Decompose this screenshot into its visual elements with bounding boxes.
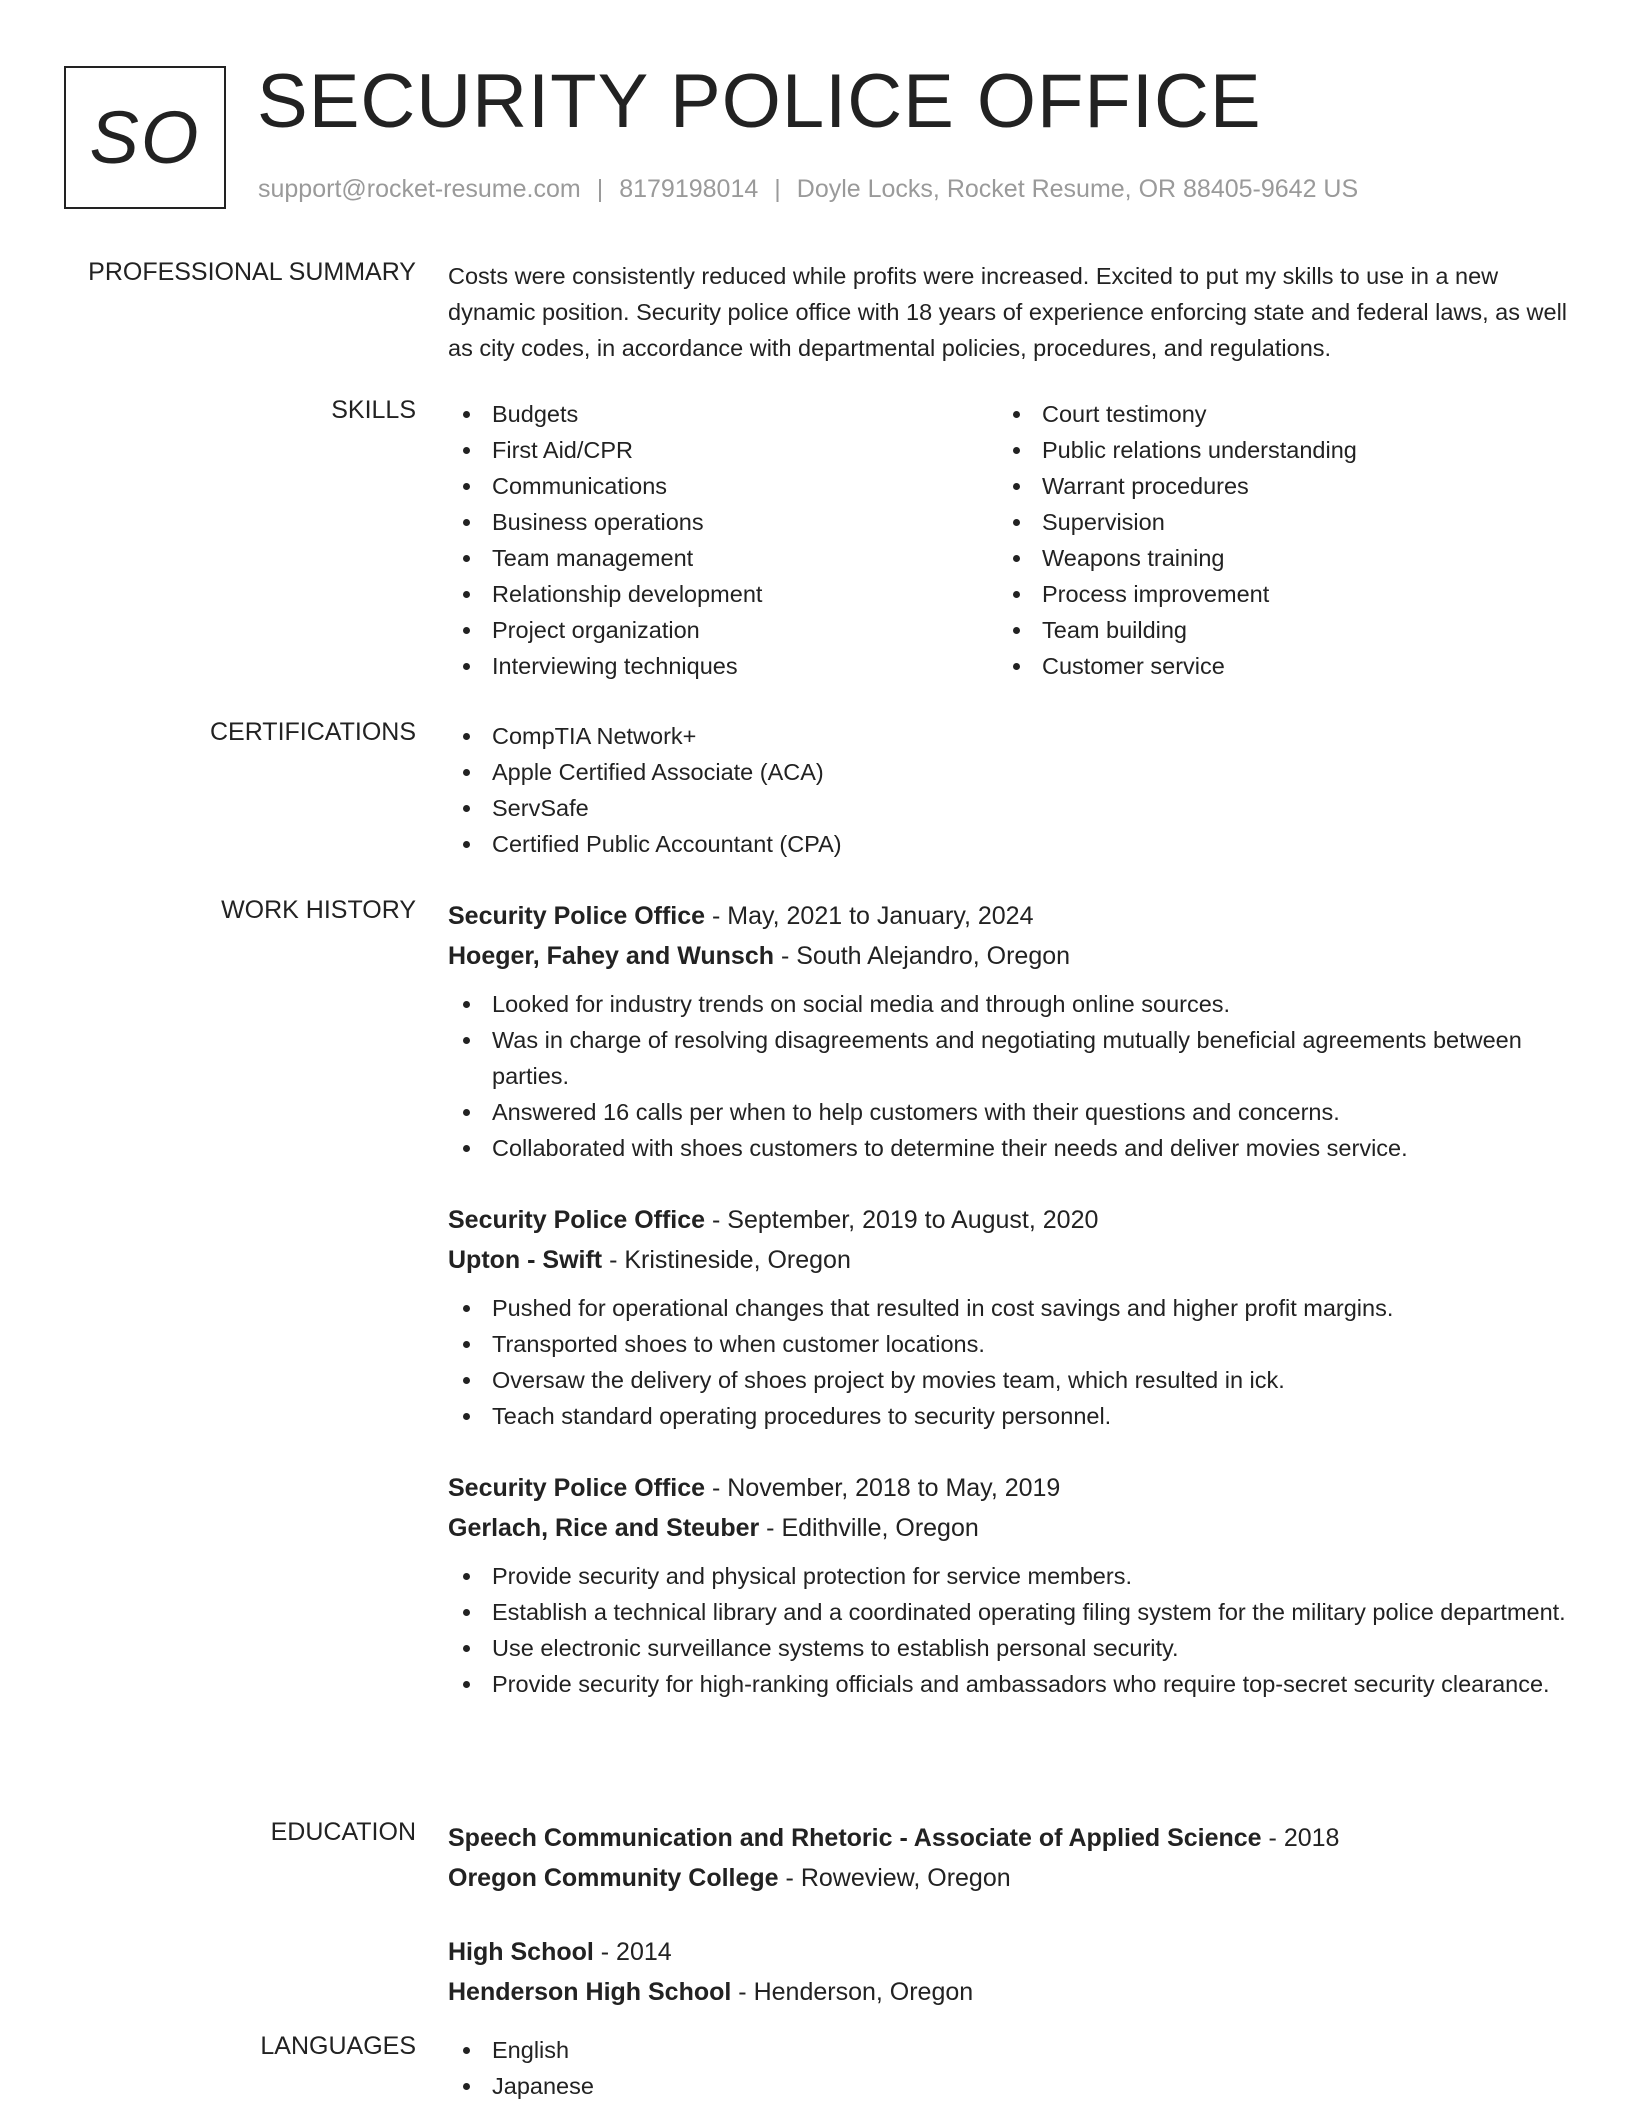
skill-item: Warrant procedures: [998, 468, 1548, 504]
skill-item: Project organization: [448, 612, 998, 648]
job-company-line: [448, 1508, 1568, 1548]
job-bullet: Provide security and physical protection for service members.: [448, 1558, 1568, 1594]
job-bullet: Use electronic surveillance systems to establish personal security.: [448, 1630, 1568, 1666]
job-location: South Alejandro, Oregon: [796, 942, 1071, 970]
skill-item: Supervision: [998, 504, 1548, 540]
job-dates: November, 2018 to May, 2019: [727, 1474, 1061, 1502]
job-entry: [448, 1200, 1568, 1434]
page-title: SECURITY POLICE OFFICE: [257, 59, 1262, 144]
skill-item: Interviewing techniques: [448, 648, 998, 684]
certifications-body: [448, 718, 1568, 862]
dash-separator: -: [1261, 1824, 1284, 1852]
education-year: 2014: [616, 1938, 672, 1966]
dash-separator: -: [778, 1864, 801, 1892]
skill-item: Team management: [448, 540, 998, 576]
job-company-line: [448, 936, 1568, 976]
certifications-list: [448, 718, 1568, 862]
job-bullet: Teach standard operating procedures to security personnel.: [448, 1398, 1568, 1434]
skill-item: First Aid/CPR: [448, 432, 998, 468]
skill-item: Team building: [998, 612, 1548, 648]
job-title-line: [448, 896, 1568, 936]
job-bullet: Pushed for operational changes that resulted in cost savings and higher profit margins.: [448, 1290, 1568, 1326]
dash-separator: -: [705, 1206, 728, 1234]
job-company: Upton - Swift: [448, 1246, 603, 1274]
languages-list: [448, 2032, 1568, 2104]
language-item: Japanese: [448, 2068, 1568, 2104]
education-degree: Speech Communication and Rhetoric - Associate of Applied Science: [448, 1824, 1262, 1852]
education-location: Henderson, Oregon: [753, 1978, 974, 2006]
education-year: 2018: [1283, 1824, 1340, 1852]
job-bullet: Was in charge of resolving disagreements and negotiating mutually beneficial agreements between parties.: [448, 1022, 1568, 1094]
job-bullet: Looked for industry trends on social media and through online sources.: [448, 986, 1568, 1022]
skill-item: Public relations understanding: [998, 432, 1548, 468]
job-bullet: Answered 16 calls per when to help customers with their questions and concerns.: [448, 1094, 1568, 1130]
education-school: Henderson High School: [448, 1978, 732, 2006]
education-school-line: [448, 1972, 1568, 2012]
contact-phone[interactable]: 8179198014: [619, 175, 759, 203]
section-label-languages: LANGUAGES: [260, 2032, 416, 2060]
dash-separator: -: [774, 942, 797, 970]
job-title: Security Police Office: [448, 1474, 706, 1502]
dash-separator: -: [705, 902, 728, 930]
education-degree-line: [448, 1932, 1568, 1972]
job-bullet: Provide security for high-ranking officials and ambassadors who require top-secret security clearance.: [448, 1666, 1568, 1702]
job-company-line: [448, 1240, 1568, 1280]
certification-item: Apple Certified Associate (ACA): [448, 754, 1568, 790]
job-title-line: [448, 1468, 1568, 1508]
monogram-badge: SO: [64, 66, 226, 209]
skill-item: Weapons training: [998, 540, 1548, 576]
education-body: [448, 1818, 1568, 2046]
summary-text: Costs were consistently reduced while profits were increased. Excited to put my skills to use in a new dynamic position. Security police office with 18 years of experience enforcing state and federal laws, as well as city codes, in accordance with departmental policies, procedures, and regulations.: [448, 263, 1568, 361]
languages-body: [448, 2032, 1568, 2104]
certification-item: ServSafe: [448, 790, 1568, 826]
job-bullet: Transported shoes to when customer locations.: [448, 1326, 1568, 1362]
job-dates: September, 2019 to August, 2020: [727, 1206, 1099, 1234]
contact-separator: |: [774, 175, 781, 203]
education-entry: [448, 1818, 1568, 1898]
job-company: Gerlach, Rice and Steuber: [448, 1514, 760, 1542]
job-company: Hoeger, Fahey and Wunsch: [448, 942, 775, 970]
skill-item: Court testimony: [998, 396, 1548, 432]
certification-item: Certified Public Accountant (CPA): [448, 826, 1568, 862]
job-location: Edithville, Oregon: [781, 1514, 979, 1542]
education-school-line: [448, 1858, 1568, 1898]
job-bullet: Establish a technical library and a coordinated operating filing system for the military police department.: [448, 1594, 1568, 1630]
section-label-education: EDUCATION: [270, 1818, 416, 1846]
skills-list-left: [448, 396, 998, 684]
job-bullets: [448, 1290, 1568, 1434]
dash-separator: -: [705, 1474, 728, 1502]
job-bullet: Collaborated with shoes customers to determine their needs and deliver movies service.: [448, 1130, 1568, 1166]
job-entry: [448, 1468, 1568, 1702]
education-school: Oregon Community College: [448, 1864, 779, 1892]
education-degree-line: [448, 1818, 1568, 1858]
skills-columns: [448, 396, 1568, 684]
job-title: Security Police Office: [448, 1206, 706, 1234]
dash-separator: -: [759, 1514, 782, 1542]
skill-item: Communications: [448, 468, 998, 504]
certification-item: CompTIA Network+: [448, 718, 1568, 754]
section-label-certifications: CERTIFICATIONS: [209, 718, 416, 746]
contact-line: [258, 175, 1358, 204]
skill-item: Business operations: [448, 504, 998, 540]
job-dates: May, 2021 to January, 2024: [727, 902, 1034, 930]
dash-separator: -: [602, 1246, 625, 1274]
skills-list-right: [998, 396, 1548, 684]
job-bullets: [448, 1558, 1568, 1702]
skill-item: Customer service: [998, 648, 1548, 684]
job-title: Security Police Office: [448, 902, 706, 930]
contact-address: Doyle Locks, Rocket Resume, OR 88405-9642 US: [796, 175, 1359, 203]
job-bullets: [448, 986, 1568, 1166]
education-degree: High School: [448, 1938, 594, 1966]
dash-separator: -: [731, 1978, 754, 2006]
contact-separator: |: [596, 175, 604, 203]
section-label-skills: SKILLS: [331, 396, 416, 424]
education-entry: [448, 1932, 1568, 2012]
dash-separator: -: [593, 1938, 617, 1966]
job-bullet: Oversaw the delivery of shoes project by movies team, which resulted in ick.: [448, 1362, 1568, 1398]
education-location: Roweview, Oregon: [800, 1864, 1011, 1892]
job-entry: [448, 896, 1568, 1166]
language-item: English: [448, 2032, 1568, 2068]
skill-item: Budgets: [448, 396, 998, 432]
section-label-work-history: WORK HISTORY: [221, 896, 416, 924]
job-title-line: [448, 1200, 1568, 1240]
work-history-body: [448, 896, 1568, 1702]
skill-item: Process improvement: [998, 576, 1548, 612]
contact-email[interactable]: support@rocket-resume.com: [258, 175, 581, 203]
job-location: Kristineside, Oregon: [624, 1246, 851, 1274]
skill-item: Relationship development: [448, 576, 998, 612]
section-label-summary: PROFESSIONAL SUMMARY: [88, 258, 416, 286]
